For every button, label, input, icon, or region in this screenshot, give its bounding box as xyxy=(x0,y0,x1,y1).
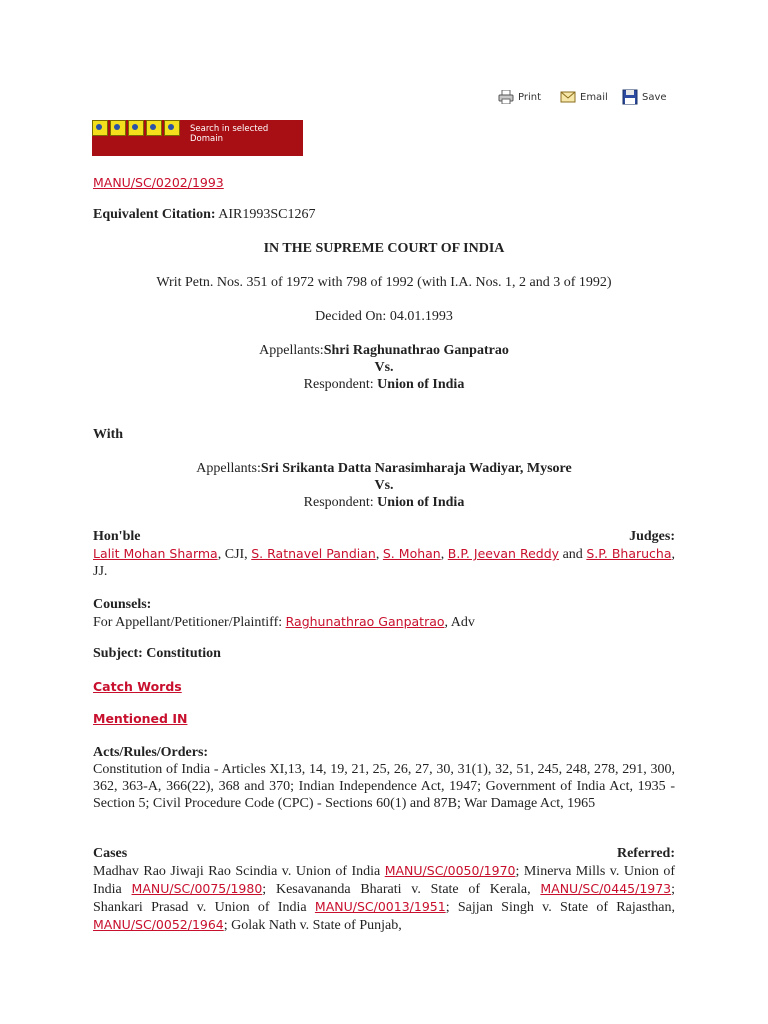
case-citation-link[interactable]: MANU/SC/0050/1970 xyxy=(384,863,516,878)
respondent-name: Union of India xyxy=(377,377,465,392)
printer-icon xyxy=(498,90,514,104)
judge-link[interactable]: S. Mohan xyxy=(382,546,441,561)
respondent-name: Union of India xyxy=(377,495,465,510)
print-label: Print xyxy=(518,91,542,103)
respondent-label: Respondent: xyxy=(303,495,378,510)
judge-link[interactable]: S. Ratnavel Pandian xyxy=(251,546,376,561)
email-label: Email xyxy=(580,91,608,103)
cases-list: Madhav Rao Jiwaji Rao Scindia v. Union of India MANU/SC/0050/1970; Minerva Mills v. Union of India MANU/SC/0075/1980; Kesavananda Bharati v. State of Kerala, MANU/SC/0445/1973; Shankari Prasad v. Union of India MANU/SC/0013/1951; Sajjan Singh v. State of Rajasthan, MANU/SC/0052/1964; Golak Nath v. State of Punjab, xyxy=(93,863,676,933)
acts-text: Constitution of India - Articles XI,13, 14, 19, 21, 25, 26, 27, 30, 31(1), 32, 51, 245, 248, 278, 291, 300, 362, 363-A, 366(22), 368 and 370; Indian Independence Act, 1947; Government of India Act, 1935 - Section 5; Civil Procedure Code (CPC) - Sections 60(1) and 87B; War Damage Act, 1965 xyxy=(93,762,675,811)
judges-heading xyxy=(93,528,675,545)
counsel-link[interactable]: Raghunathrao Ganpatrao xyxy=(285,614,445,629)
envelope-icon xyxy=(560,90,576,104)
manupatra-logo xyxy=(92,120,180,136)
equivalent-citation-label: Equivalent Citation: xyxy=(93,207,216,222)
appellant-line-2 xyxy=(92,461,676,477)
judge-link[interactable]: B.P. Jeevan Reddy xyxy=(447,546,560,561)
appellant-line-1 xyxy=(92,343,676,359)
decided-on: Decided On: 04.01.1993 xyxy=(315,309,453,324)
cases-section xyxy=(93,845,675,934)
save-label: Save xyxy=(642,91,667,103)
judges-label-right: Judges: xyxy=(629,529,675,544)
respondent-line-2 xyxy=(92,495,676,511)
case-citation-link[interactable]: MANU/SC/0013/1951 xyxy=(314,899,446,914)
appellant-name: Sri Srikanta Datta Narasimharaja Wadiyar, Mysore xyxy=(260,461,572,476)
case-citation-link[interactable]: MANU/SC/0075/1980 xyxy=(131,881,263,896)
cases-label-left: Cases xyxy=(93,846,128,861)
judges-label-left: Hon'ble xyxy=(93,529,141,544)
print-button[interactable] xyxy=(498,88,541,106)
equivalent-citation xyxy=(93,207,315,223)
catch-words-link[interactable]: Catch Words xyxy=(93,679,182,694)
versus-2: Vs. xyxy=(374,478,394,493)
petition-number: Writ Petn. Nos. 351 of 1972 with 798 of 1992 (with I.A. Nos. 1, 2 and 3 of 1992) xyxy=(156,275,612,290)
cases-heading xyxy=(93,845,675,862)
versus-1: Vs. xyxy=(374,360,394,375)
respondent-label: Respondent: xyxy=(303,377,378,392)
acts-section xyxy=(93,744,675,812)
with-label: With xyxy=(93,427,124,442)
judges-section xyxy=(93,528,675,580)
respondent-line-1 xyxy=(92,377,676,393)
case-citation-link[interactable]: MANU/SC/0052/1964 xyxy=(93,917,224,932)
court-name: IN THE SUPREME COURT OF INDIA xyxy=(263,241,505,256)
counsels-line: For Appellant/Petitioner/Plaintiff: Raghunathrao Ganpatrao, Adv xyxy=(93,614,475,630)
email-button[interactable] xyxy=(560,88,608,106)
search-domain-link[interactable]: Search in selected Domain xyxy=(190,124,269,144)
counsels-heading: Counsels: xyxy=(93,597,152,612)
appellant-name: Shri Raghunathrao Ganpatrao xyxy=(323,343,509,358)
judges-list: Lalit Mohan Sharma, CJI, S. Ratnavel Pandian, S. Mohan, B.P. Jeevan Reddy and S.P. Bharucha, JJ. xyxy=(93,546,675,579)
counsels-section xyxy=(93,596,675,631)
judge-link[interactable]: S.P. Bharucha xyxy=(586,546,672,561)
case-citation-link[interactable]: MANU/SC/0445/1973 xyxy=(540,881,672,896)
save-button[interactable] xyxy=(622,88,667,106)
appellant-label: Appellants: xyxy=(259,343,324,358)
case-id-link[interactable]: MANU/SC/0202/1993 xyxy=(93,175,224,190)
acts-heading: Acts/Rules/Orders: xyxy=(93,745,209,760)
appellant-label: Appellants: xyxy=(196,461,261,476)
cases-label-right: Referred: xyxy=(616,846,675,861)
mentioned-in-link[interactable]: Mentioned IN xyxy=(93,711,188,726)
domain-banner xyxy=(92,120,303,156)
equivalent-citation-value: AIR1993SC1267 xyxy=(218,207,316,222)
judge-link[interactable]: Lalit Mohan Sharma xyxy=(93,546,218,561)
subject: Subject: Constitution xyxy=(93,646,221,661)
floppy-disk-icon xyxy=(622,89,638,105)
